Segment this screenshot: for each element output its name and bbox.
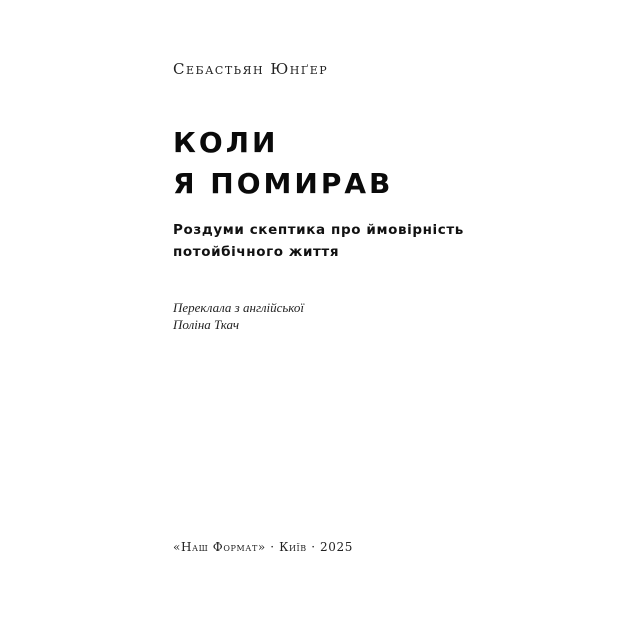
- author-name: Себастьян Юнґер: [173, 60, 329, 78]
- translator-name: Поліна Ткач: [173, 317, 240, 332]
- translator-credit: [173, 299, 304, 333]
- publisher-imprint: «Наш Формат» · Київ · 2025: [173, 540, 353, 554]
- title-line: Я ПОМИРАВ: [173, 167, 394, 200]
- title-line: КОЛИ: [173, 126, 279, 159]
- book-title: [173, 122, 393, 204]
- subtitle-line: потойбічного життя: [173, 244, 340, 260]
- subtitle-line: Роздуми скептика про ймовірність: [173, 222, 464, 238]
- book-subtitle: [173, 219, 464, 263]
- translator-line: Переклала з англійської: [173, 300, 305, 315]
